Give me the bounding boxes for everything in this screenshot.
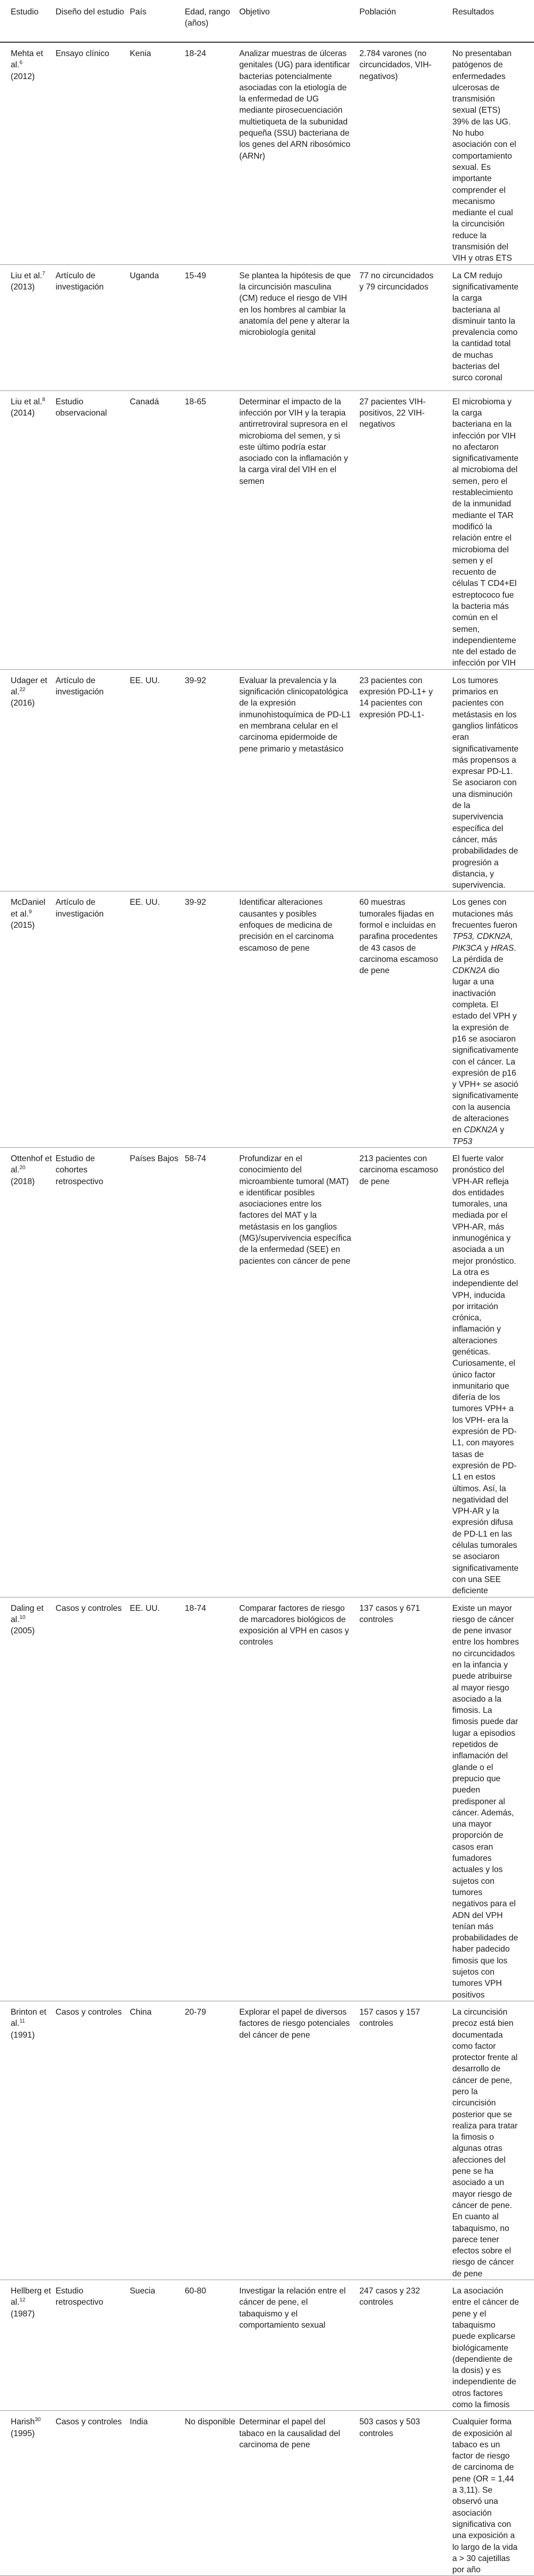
cell-resultados: El fuerte valor pronóstico del VPH-AR refleja dos entidades tumorales, una mediada por el VPH-AR, más inmunogénica y asociada a un mejor pronóstico. La otra es independiente del VPH, inducida por irritación crónica, inflamación y alteraciones genéticas. Curiosamente, el único factor inmunitario que difería de los tumores VPH+ a los VPH- era la expresión de PD-L1, con mayores tasas de expresión de PD-L1 en estos últimos. Así, la negatividad del VPH-AR y la expresión difusa de PD-L1 en las células tumorales se asociaron significativamente con una SEE deficiente <box>452 1154 519 1596</box>
table-row <box>0 2411 534 2576</box>
cell-diseno: Artículo de investigación <box>56 676 104 697</box>
table-row <box>0 669 534 891</box>
cell-resultados: No presentaban patógenos de enfermedades ulcerosas de transmisión sexual (ETS) 39% de las UG. No hubo asociación con el comportamiento sexual. Es importante comprender el mecanismo mediante el cual la circuncisión reduce la transmisión del VIH y otras ETS <box>452 49 516 263</box>
cell-diseno: Ensayo clínico <box>56 49 109 58</box>
cell-diseno: Casos y controles <box>56 1603 122 1613</box>
header-objetivo: Objetivo <box>237 0 354 42</box>
header-diseno: Diseño del estudio <box>53 0 127 42</box>
cell-edad: 18-65 <box>185 397 206 406</box>
cell-poblacion: 503 casos y 503 controles <box>359 2417 420 2438</box>
header-poblacion: Población <box>354 0 442 42</box>
header-pais: País <box>127 0 182 42</box>
cell-objetivo: Determinar el papel del tabaco en la causalidad del carcinoma de pene <box>239 2417 340 2449</box>
table-row <box>0 891 534 1148</box>
cell-pais: India <box>130 2417 148 2427</box>
cell-resultados: La asociación entre el cáncer de pene y el tabaquismo puede explicarse biológicamente (dependiente de la dosis) y es independiente de otros factores como la fimosis <box>452 2287 519 2409</box>
cell-estudio: Harish$^{30}$ (1995) <box>11 2417 41 2438</box>
cell-pais: EE. UU. <box>130 676 160 685</box>
cell-objetivo: Evaluar la prevalencia y la significación clinicopatológica de la expresión inmunohistoquímica de PD-L1 en membrana celular en el carcinoma epidermoide de pene primario y metastásico <box>239 676 351 754</box>
cell-resultados: Cualquier forma de exposición al tabaco es un factor de riesgo de carcinoma de pene (OR = 1,44 a 3,11). Se observó una asociación significativa con una exposición a lo largo de la vida a > 30 cajetillas por año <box>452 2417 518 2575</box>
cell-resultados: El microbioma y la carga bacteriana en la infección por VIH no afectaron significativamente al microbioma del semen, pero el restablecimiento de la inmunidad mediante el TAR modificó la relación entre el microbioma del semen y el recuento de células T CD4+El estreptococo fue la bacteria más común en el semen, independientemente del estado de infección por VIH <box>452 397 519 668</box>
cell-estudio: Udager et al.$^{22}$ (2016) <box>11 676 48 708</box>
cell-diseno: Casos y controles <box>56 2007 122 2017</box>
cell-diseno: Estudio observacional <box>56 397 107 418</box>
cell-diseno: Estudio retrospectivo <box>56 2287 104 2307</box>
cell-edad: 20-79 <box>185 2007 206 2017</box>
table-row <box>0 42 534 264</box>
cell-estudio: Ottenhof et al.$^{20}$ (2018) <box>11 1154 52 1186</box>
table-row <box>0 390 534 669</box>
cell-objetivo: Identificar alteraciones causantes y posibles enfoques de medicina de precisión en el carcinoma escamoso de pene <box>239 898 334 953</box>
cell-edad: 60-80 <box>185 2287 206 2296</box>
table-row <box>0 1147 534 1597</box>
cell-resultados: La circuncisión precoz está bien documentada como factor protector frente al desarrollo de cáncer de pene, pero la circuncisión posterior que se realiza para tratar la fimosis o algunas otras afecciones del pene se ha asociado a un mayor riesgo de cáncer de pene. En cuanto al tabaquismo, no parece tener efectos sobre el riesgo de cáncer de pene <box>452 2007 518 2279</box>
cell-edad: 39-92 <box>185 676 206 685</box>
cell-pais: EE. UU. <box>130 1603 160 1613</box>
header-estudio: Estudio <box>0 0 53 42</box>
cell-resultados: Los tumores primarios en pacientes con metástasis en los ganglios linfáticos eran significativamente más propensos a expresar PD-L1. Se asociaron con una disminución de la supervivencia específica del cáncer, más probabilidades de progresión a distancia, y supervivencia. <box>452 676 519 890</box>
cell-edad: 18-24 <box>185 49 206 58</box>
cell-objetivo: Se plantea la hipótesis de que la circuncisión masculina (CM) reduce el riesgo de VIH en los hombres al cambiar la anatomía del pene y alterar la microbiología genital <box>239 271 351 338</box>
cell-poblacion: 23 pacientes con expresión PD-L1+ y 14 pacientes con expresión PD-L1- <box>359 676 433 719</box>
cell-resultados: Existe un mayor riesgo de cáncer de pene invasor entre los hombres no circuncidados en la infancia y puede atribuirse al mayor riesgo asociado a la fimosis. La fimosis puede dar lugar a episodios repetidos de inflamación del glande o el prepucio que pueden predisponer al cáncer. Además, una mayor proporción de casos eran fumadores actuales y los sujetos con tumores negativos para el ADN del VPH tenían más probabilidades de haber padecido fimosis que los sujetos con tumores VPH positivos <box>452 1603 519 2000</box>
cell-objetivo: Comparar factores de riesgo de marcadores biológicos de exposición al VPH en casos y controles <box>239 1603 349 1647</box>
table-header-row <box>0 0 534 42</box>
cell-edad: 18-74 <box>185 1603 206 1613</box>
cell-poblacion: 137 casos y 671 controles <box>359 1603 420 1624</box>
cell-pais: Suecia <box>130 2287 155 2296</box>
cell-resultados: Los genes con mutaciones más frecuentes fueron TP53, CDKN2A, PIK3CA y HRAS. La pérdida de CDKN2A dio lugar a una inactivación completa. El estado del VPH y la expresión de p16 se asociaron significativamente con el cáncer. La expresión de p16 y VPH+ se asoció significativamente con la ausencia de alteraciones en CDKN2A y TP53 <box>452 898 519 1146</box>
cell-objetivo: Explorar el papel de diversos factores de riesgo potenciales del cáncer de pene <box>239 2007 350 2040</box>
cell-diseno: Estudio de cohortes retrospectivo <box>56 1154 104 1186</box>
header-resultados: Resultados <box>442 0 534 42</box>
cell-poblacion: 157 casos y 157 controles <box>359 2007 420 2029</box>
cell-edad: 15-49 <box>185 271 206 280</box>
cell-edad: No disponible <box>185 2417 235 2427</box>
cell-poblacion: 77 no circuncidados y 79 circuncidados <box>359 271 434 292</box>
cell-estudio: Brinton et al.$^{11}$ (1991) <box>11 2007 46 2040</box>
table-row <box>0 2280 534 2411</box>
cell-diseno: Artículo de investigación <box>56 271 104 292</box>
cell-poblacion: 247 casos y 232 controles <box>359 2287 420 2307</box>
cell-poblacion: 27 pacientes VIH-positivos, 22 VIH-negativos <box>359 397 426 429</box>
cell-objetivo: Profundizar en el conocimiento del microambiente tumoral (MAT) e identificar posibles asociaciones entre los factores del MAT y la metástasis en los ganglios (MG)/supervivencia específica de la enfermedad (SEE) en pacientes con cáncer de pene <box>239 1154 351 1266</box>
cell-estudio: Mehta et al.$^6$ (2012) <box>11 49 43 81</box>
cell-objetivo: Determinar el impacto de la infección por VIH y la terapia antirretroviral supresora en el microbioma del semen, y si este último podría estar asociado con la inflamación y la carga viral del VIH en el semen <box>239 397 348 486</box>
cell-poblacion: 60 muestras tumorales fijadas en formol e incluidas en parafina procedentes de 43 casos de carcinoma escamoso de pene <box>359 898 438 976</box>
cell-estudio: Liu et al.$^7$ (2013) <box>11 270 45 292</box>
cell-pais: Países Bajos <box>130 1154 179 1163</box>
cell-pais: China <box>130 2007 152 2017</box>
cell-objetivo: Investigar la relación entre el cáncer de pene, el tabaquismo y el comportamiento sexual <box>239 2287 346 2330</box>
cell-edad: 58-74 <box>185 1154 206 1163</box>
header-edad: Edad, rango (años) <box>182 0 237 42</box>
cell-pais: Kenia <box>130 49 151 58</box>
cell-pais: Canadá <box>130 397 159 406</box>
table-row <box>0 1597 534 2001</box>
cell-poblacion: 213 pacientes con carcinoma escamoso de pene <box>359 1154 438 1186</box>
cell-pais: EE. UU. <box>130 898 160 907</box>
cell-diseno: Artículo de investigación <box>56 898 104 919</box>
cell-poblacion: 2.784 varones (no circuncidados, VIH-negativos) <box>359 49 432 81</box>
table-row <box>0 2001 534 2280</box>
cell-pais: Uganda <box>130 271 159 280</box>
table-row <box>0 264 534 390</box>
cell-objetivo: Analizar muestras de úlceras genitales (UG) para identificar bacterias potencialmente asociadas con la etiología de la enfermedad de UG mediante pirosecuenciación multietiqueta de la subunidad pequeña (SSU) bacteriana de los genes del ARN ribosómico (ARNr) <box>239 49 351 161</box>
cell-edad: 39-92 <box>185 898 206 907</box>
cell-estudio: McDaniel et al.$^9$ (2015) <box>11 898 45 930</box>
cell-diseno: Casos y controles <box>56 2417 122 2427</box>
cell-estudio: Daling et al.$^{10}$ (2005) <box>11 1603 44 1636</box>
cell-estudio: Hellberg et al.$^{12}$ (1987) <box>11 2287 51 2319</box>
cell-resultados: La CM redujo significativamente la carga bacteriana al disminuir tanto la prevalencia como la cantidad total de muchas bacterias del surco coronal <box>452 271 519 383</box>
cell-estudio: Liu et al.$^8$ (2014) <box>11 396 45 418</box>
